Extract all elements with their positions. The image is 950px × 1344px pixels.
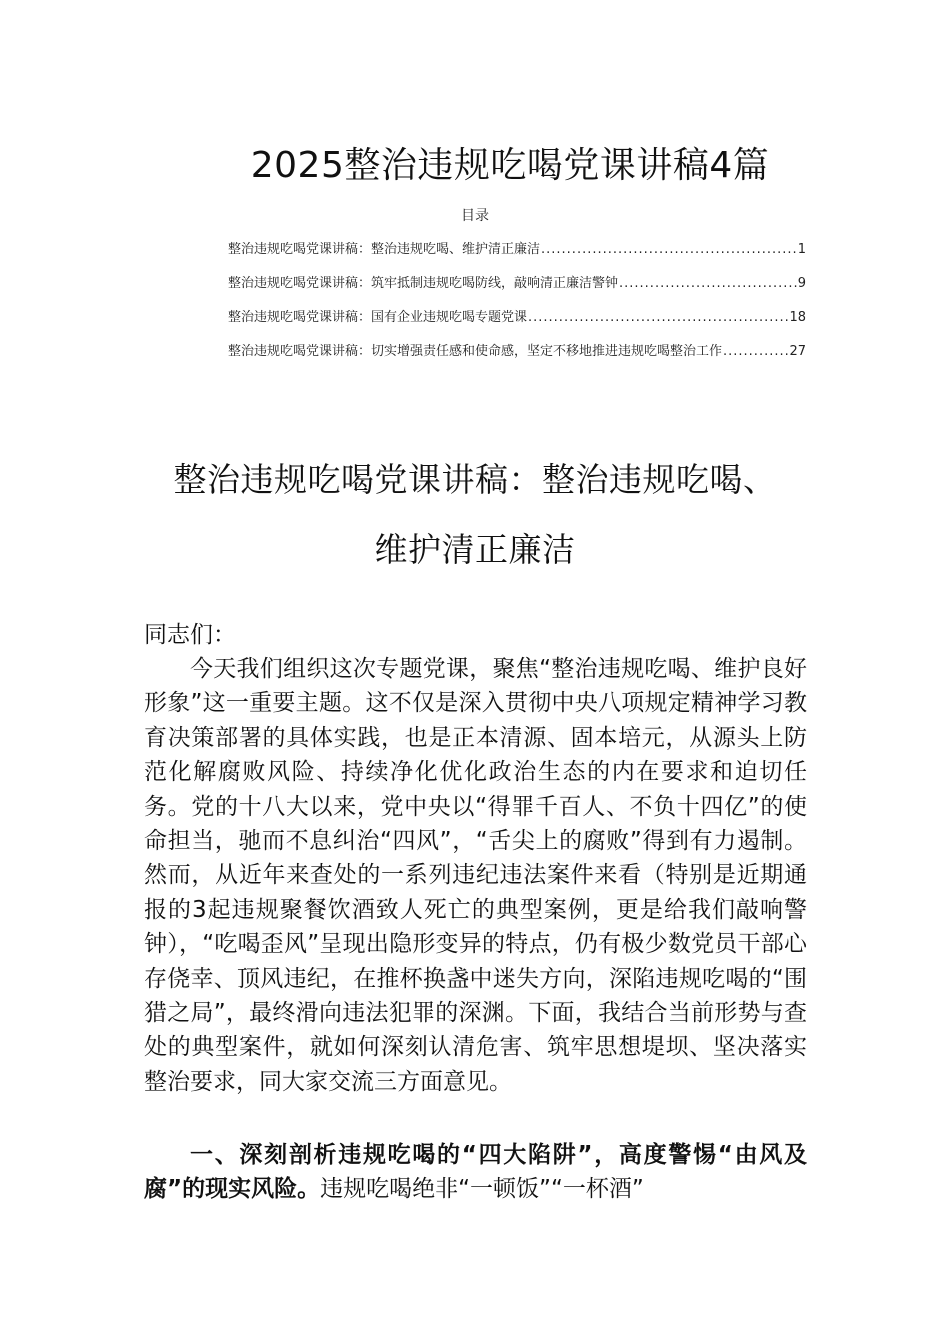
toc-entry-page: 1 xyxy=(797,242,806,257)
toc-entry-text: 整治违规吃喝党课讲稿：国有企业违规吃喝专题党课 xyxy=(228,310,528,325)
toc-leader-dots xyxy=(528,308,788,328)
document-title: 2025整治违规吃喝党课讲稿4篇 xyxy=(250,145,770,186)
section-title-line-2: 维护清正廉洁 xyxy=(374,530,576,569)
body-paragraph-section-one xyxy=(144,1138,807,1207)
toc-leader-dots xyxy=(541,240,797,260)
toc-heading: 目录 xyxy=(461,208,489,224)
section-one-text: 违规吃喝绝非“一顿饭”“一杯酒” xyxy=(320,1176,644,1203)
toc-leader-dots xyxy=(723,342,788,362)
toc-leader-dots xyxy=(619,274,797,294)
toc-entry-text: 整治违规吃喝党课讲稿：整治违规吃喝、维护清正廉洁 xyxy=(228,242,541,257)
table-of-contents xyxy=(228,240,806,376)
greeting: 同志们： xyxy=(144,622,236,648)
toc-entry[interactable] xyxy=(228,342,806,376)
toc-entry[interactable] xyxy=(228,274,806,308)
toc-entry-page: 27 xyxy=(789,344,806,359)
toc-entry[interactable] xyxy=(228,240,806,274)
body-paragraph-intro: 今天我们组织这次专题党课，聚焦“整治违规吃喝、维护良好形象”这一重要主题。这不仅是深入贯彻中央八项规定精神学习教育决策部署的具体实践，也是正本清源、固本培元，从源头上防范化解腐败风险、持续净化优化政治生态的内在要求和迫切任务。党的十八大以来，党中央以“得罪千百人、不负十四亿”的使命担当，驰而不息纠治“四风”，“舌尖上的腐败”得到有力遏制。然而，从近年来查处的一系列违纪违法案件来看（特别是近期通报的3起违规聚餐饮酒致人死亡的典型案例，更是给我们敲响警钟），“吃喝歪风”呈现出隐形变异的特点，仍有极少数党员干部心存侥幸、顶风违纪，在推杯换盏中迷失方向，深陷违规吃喝的“围猎之局”，最终滑向违法犯罪的深渊。下面，我结合当前形势与查处的典型案件，就如何深刻认清危害、筑牢思想堤坝、坚决落实整治要求，同大家交流三方面意见。 xyxy=(144,656,807,1095)
toc-entry[interactable] xyxy=(228,308,806,342)
toc-entry-text: 整治违规吃喝党课讲稿：筑牢抵制违规吃喝防线，敲响清正廉洁警钟 xyxy=(228,276,619,291)
section-title-line-1: 整治违规吃喝党课讲稿：整治违规吃喝、 xyxy=(173,460,777,499)
section-one-heading: 一、深刻剖析违规吃喝的“四大陷阱”，高度警惕“由风及腐”的现实风险。 xyxy=(144,1142,807,1203)
toc-entry-page: 18 xyxy=(789,310,806,325)
toc-entry-page: 9 xyxy=(797,276,806,291)
toc-entry-text: 整治违规吃喝党课讲稿：切实增强责任感和使命感，坚定不移地推进违规吃喝整治工作 xyxy=(228,344,723,359)
